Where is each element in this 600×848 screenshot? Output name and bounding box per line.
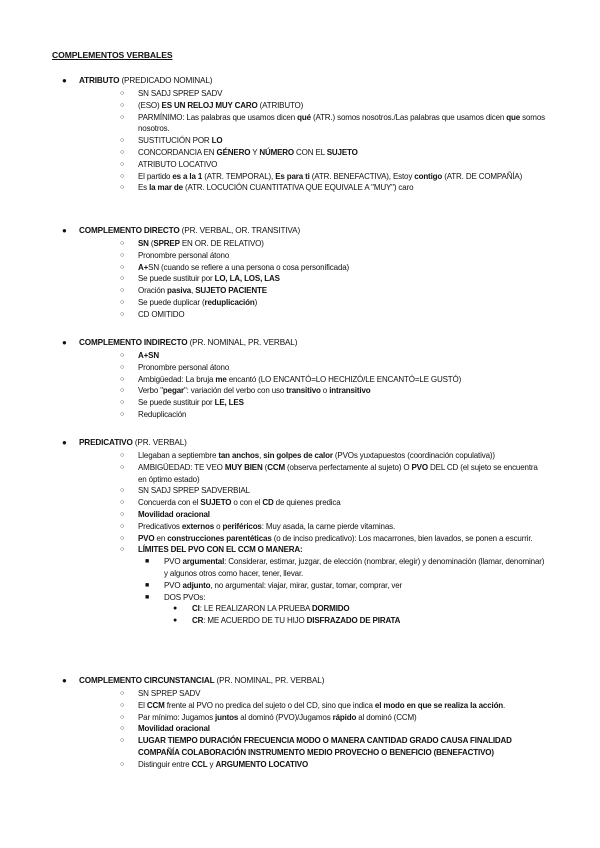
list-item: ○ Reduplicación (120, 409, 187, 419)
section-predicativo (0, 437, 600, 627)
list-item: ○ Se puede duplicar (reduplicación) (120, 297, 258, 307)
list-item: ○ SN SADJ SPREP SADV (120, 89, 223, 98)
list-item: ○ Movilidad oracional (120, 509, 210, 519)
list-item: ○ SN (SPREP EN OR. DE RELATIVO) (120, 239, 264, 248)
sub-sub-list-item: ● CI: LE REALIZARON LA PRUEBA DORMIDO (173, 604, 350, 614)
list-item: ○ CD OMITIDO (120, 309, 185, 319)
list-item: ○ LÍMITES DEL PVO CON EL CCM O MANERA: (120, 545, 303, 555)
list-item: ○ SN SPREP SADV (120, 689, 201, 698)
section-heading: ● COMPLEMENTO DIRECTO (PR. VERBAL, OR. TRANSITIVA) (62, 226, 301, 235)
bullet: ● (62, 438, 67, 447)
sub-list-item: ■ PVO argumental: Considerar, estimar, juzgar, de elección (nombrar, elegir) y denominación (llamar, denominar) y algunos otros como hacer, tener, llevar. (145, 557, 545, 578)
list-item: ○ SUSTITUCIÓN POR LO (120, 136, 223, 146)
list-item: ○ Se puede sustituir por LE, LES (120, 398, 244, 408)
list-item: ○ Predicativos externos o periféricos: Muy asada, la carne pierde vitaminas. (120, 521, 396, 531)
list-item: ○ ATRIBUTO LOCATIVO (120, 159, 218, 169)
page-title: COMPLEMENTOS VERBALES (52, 50, 173, 60)
section-heading: ● COMPLEMENTO INDIRECTO (PR. NOMINAL, PR. VERBAL) (62, 338, 298, 347)
bullet: ● (62, 76, 67, 85)
section-complemento-directo (0, 225, 600, 321)
list-item: ○ A+SN (120, 351, 159, 360)
bullet: ● (62, 676, 67, 685)
list-item: ○ Ambigüedad: La bruja me encantó (LO ENCANTÓ=LO HECHIZÓ/LE ENCANTÓ=LE GUSTÓ) (120, 374, 462, 384)
list-item: ○ PVO en construcciones parentéticas (o de inciso predicativo): Los macarrones, bien lavados, se ponen a escurrir. (120, 533, 533, 543)
list-item: ○ Concuerda con el SUJETO o con el CD de quienes predica (120, 498, 341, 508)
list-item: ○ El partido es a la 1 (ATR. TEMPORAL), Es para ti (ATR. BENEFACTIVA), Estoy contigo (ATR. DE COMPAÑÍA) (120, 171, 523, 181)
bullet: ● (62, 338, 67, 347)
section-complemento-circunstancial (0, 675, 600, 771)
section-atributo (0, 75, 600, 194)
list-item: ○ Verbo "pegar": variación del verbo con uso transitivo o intransitivo (120, 386, 371, 396)
list-item: ○ CONCORDANCIA EN GÉNERO Y NÚMERO CON EL SUJETO (120, 147, 358, 157)
list-item: ○ (ESO) ES UN RELOJ MUY CARO (ATRIBUTO) (120, 100, 304, 110)
list-item: ○ Pronombre personal átono (120, 362, 230, 372)
sub-list-item: ■ DOS PVOs: (145, 592, 206, 602)
bullet: ● (62, 226, 67, 235)
list-item: ○ LUGAR TIEMPO DURACIÓN FRECUENCIA MODO O MANERA CANTIDAD GRADO CAUSA FINALIDAD COMPAÑÍA COLABORACIÓN INSTRUMENTO MEDIO PROVECHO O BENEFICIO (BENEFACTIVO) (120, 736, 512, 757)
list-item: ○ El CCM frente al PVO no predica del sujeto o del CD, sino que indica el modo en que se realiza la acción. (120, 700, 506, 710)
list-item: ○ Oración pasiva, SUJETO PACIENTE (120, 286, 267, 296)
list-item: ○ Pronombre personal átono (120, 250, 230, 260)
list-item: ○ Llegaban a septiembre tan anchos, sin golpes de calor (PVOs yuxtapuestos (coordinación copulativa)) (120, 451, 495, 460)
list-item: ○ Distinguir entre CCL y ARGUMENTO LOCATIVO (120, 759, 309, 769)
section-heading: ● COMPLEMENTO CIRCUNSTANCIAL (PR. NOMINAL, PR. VERBAL) (62, 676, 325, 685)
sub-sub-list-item: ● CR: ME ACUERDO DE TU HIJO DISFRAZADO DE PIRATA (173, 616, 401, 626)
list-item: ○ Par mínimo: Jugamos juntos al dominó (PVO)/Jugamos rápido al dominó (CCM) (120, 712, 417, 722)
list-item: ○ AMBIGÜEDAD: TE VEO MUY BIEN (CCM (observa perfectamente al sujeto) O PVO DEL CD (el sujeto se encuentra en óptimo estado) (120, 462, 538, 484)
list-item: ○ SN SADJ SPREP SADVERBIAL (120, 486, 250, 496)
list-item: ○ Se puede sustituir por LO, LA, LOS, LAS (120, 274, 280, 284)
list-item: ○ Movilidad oracional (120, 724, 210, 734)
section-heading: ● PREDICATIVO (PR. VERBAL) (62, 438, 187, 447)
section-complemento-indirecto (0, 337, 600, 421)
sub-list-item: ■ PVO adjunto, no argumental: viajar, mirar, gustar, tomar, comprar, ver (145, 580, 403, 590)
list-item: ○ Es la mar de (ATR. LOCUCIÓN CUANTITATIVA QUE EQUIVALE A "MUY") caro (120, 183, 414, 193)
list-item: ○ PARMÍNIMO: Las palabras que usamos dicen qué (ATR.) somos nosotros./Las palabras que usamos dicen que somos nosotros. (120, 112, 545, 134)
section-heading: ● ATRIBUTO (PREDICADO NOMINAL) (62, 76, 213, 85)
list-item: ○ A+SN (cuando se refiere a una persona o cosa personificada) (120, 262, 350, 272)
